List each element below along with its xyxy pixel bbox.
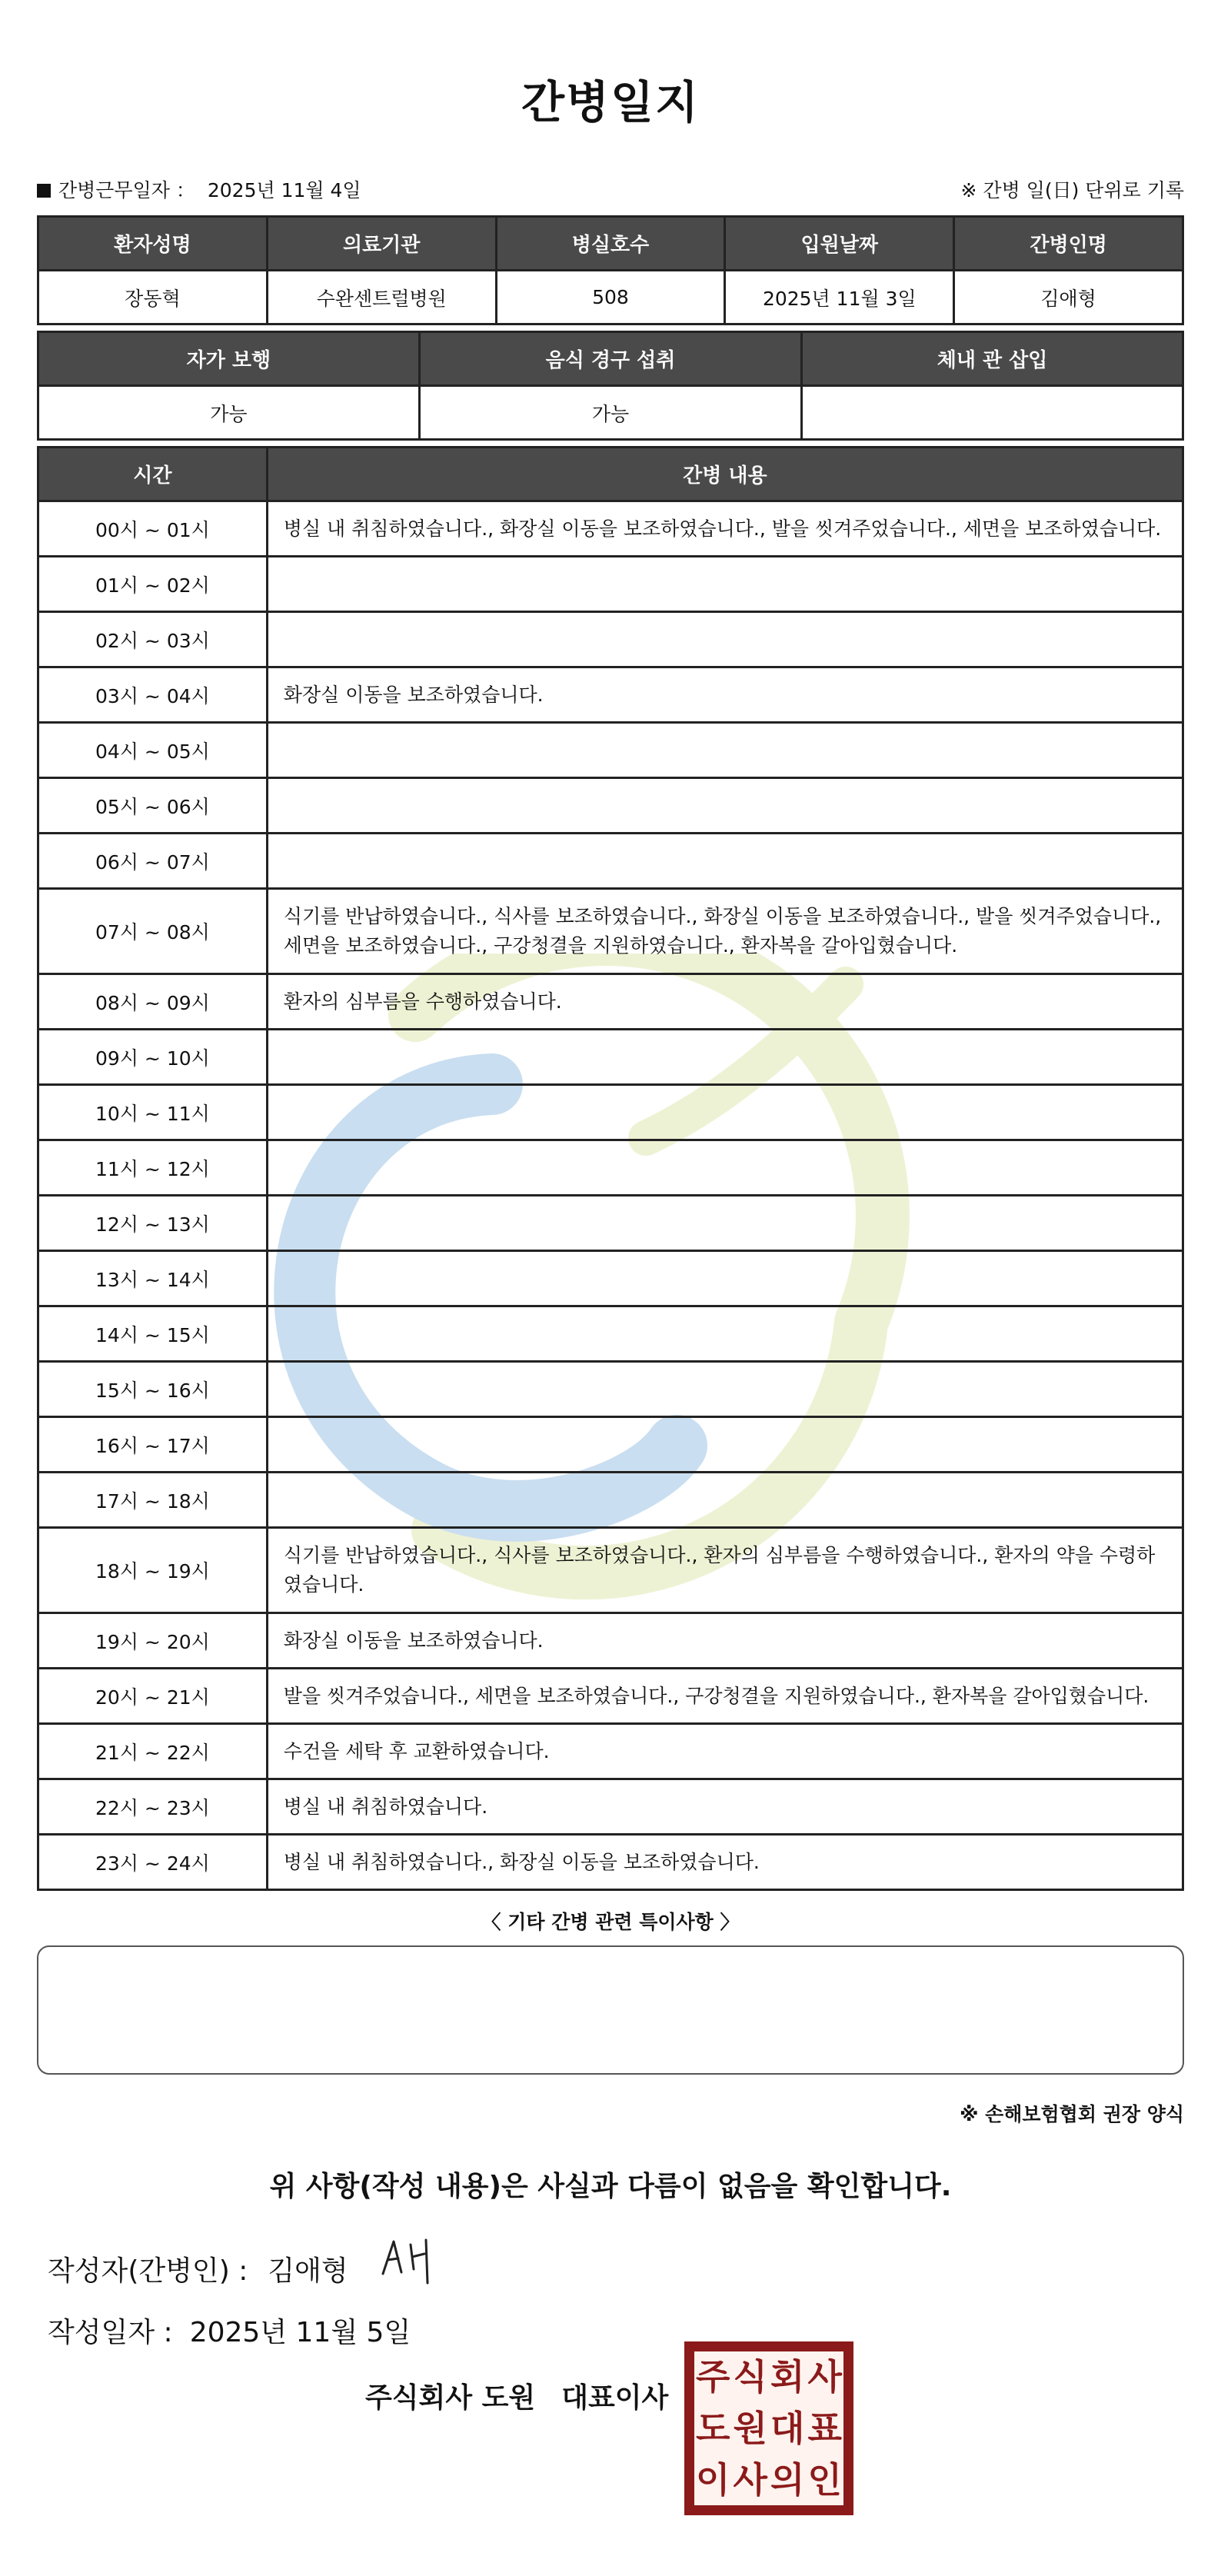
work-date <box>37 175 361 203</box>
page-title: 간병일지 <box>521 76 700 128</box>
seal-char: 도 <box>696 2407 730 2449</box>
content-cell <box>267 1306 1183 1362</box>
content-cell: 환자의 심부름을 수행하였습니다. <box>267 974 1183 1030</box>
written-date-line <box>48 2311 411 2350</box>
table-row <box>38 1835 1183 1890</box>
content-cell: 병실 내 취침하였습니다. <box>267 1779 1183 1835</box>
time-cell: 12시 ~ 13시 <box>38 1196 268 1251</box>
table-row <box>38 1473 1183 1528</box>
table-row <box>38 1779 1183 1835</box>
written-date-label: 작성일자 : <box>48 2317 173 2348</box>
time-cell: 03시 ~ 04시 <box>38 667 268 723</box>
table-row <box>38 974 1183 1030</box>
table-row <box>38 557 1183 612</box>
special-notes-box <box>37 1945 1184 2075</box>
work-date-label: 간병근무일자 ： <box>58 179 195 201</box>
time-cell: 02시 ~ 03시 <box>38 612 268 667</box>
content-cell <box>267 1030 1183 1085</box>
room-number: 508 <box>496 271 725 324</box>
header-hospital: 의료기관 <box>267 217 496 271</box>
content-cell: 발을 씻겨주었습니다., 세면을 보조하였습니다., 구강청결을 지원하였습니다., 환자복을 갈아입혔습니다. <box>267 1669 1183 1724</box>
table-row <box>38 1196 1183 1251</box>
seal-char: 주 <box>696 2356 730 2398</box>
content-cell <box>267 1140 1183 1196</box>
header-caregiver: 간병인명 <box>954 217 1183 271</box>
recommendation-note: ※ 손해보험협회 권장 양식 <box>960 2103 1184 2125</box>
content-cell: 수건을 세탁 후 교환하였습니다. <box>267 1724 1183 1779</box>
seal-char: 회 <box>770 2356 805 2398</box>
time-cell: 10시 ~ 11시 <box>38 1085 268 1140</box>
company-role: 대표이사 <box>561 2382 669 2414</box>
confirmation-statement: 위 사항(작성 내용)은 사실과 다름이 없음을 확인합니다. <box>269 2171 952 2202</box>
seal-char: 인 <box>807 2458 842 2501</box>
writer-line <box>48 2249 348 2288</box>
table-row <box>38 1251 1183 1306</box>
table-row <box>38 1140 1183 1196</box>
self-walking-value: 가능 <box>38 386 420 440</box>
table-row <box>38 723 1183 778</box>
seal-char: 의 <box>770 2458 805 2501</box>
patient-info-table <box>37 215 1184 325</box>
content-cell <box>267 612 1183 667</box>
seal-char: 원 <box>733 2407 767 2449</box>
company-name: 주식회사 도원 <box>365 2382 536 2414</box>
writer-name: 김애형 <box>268 2255 348 2287</box>
content-cell: 병실 내 취침하였습니다., 화장실 이동을 보조하였습니다. <box>267 1835 1183 1890</box>
table-row <box>38 1528 1183 1613</box>
unit-note: ※ 간병 일(日) 단위로 기록 <box>960 179 1184 201</box>
time-cell: 13시 ~ 14시 <box>38 1251 268 1306</box>
time-cell: 15시 ~ 16시 <box>38 1362 268 1417</box>
header-oral-intake: 음식 경구 섭취 <box>419 332 801 386</box>
time-cell: 11시 ~ 12시 <box>38 1140 268 1196</box>
content-cell <box>267 557 1183 612</box>
company-line <box>365 2376 668 2415</box>
table-row <box>38 1306 1183 1362</box>
time-cell: 18시 ~ 19시 <box>38 1528 268 1613</box>
time-cell: 00시 ~ 01시 <box>38 501 268 557</box>
content-cell <box>267 834 1183 889</box>
patient-status-table <box>37 331 1184 441</box>
table-row <box>38 1030 1183 1085</box>
seal-char: 이 <box>696 2458 730 2501</box>
content-cell <box>267 1196 1183 1251</box>
patient-name: 장동혁 <box>38 271 268 324</box>
hospital-name: 수완센트럴병원 <box>267 271 496 324</box>
time-cell: 14시 ~ 15시 <box>38 1306 268 1362</box>
time-cell: 01시 ~ 02시 <box>38 557 268 612</box>
work-date-value: 2025년 11월 4일 <box>207 179 361 201</box>
seal-char: 사 <box>733 2458 767 2501</box>
time-cell: 08시 ~ 09시 <box>38 974 268 1030</box>
content-cell: 병실 내 취침하였습니다., 화장실 이동을 보조하였습니다., 발을 씻겨주었습니다., 세면을 보조하였습니다. <box>267 501 1183 557</box>
table-row <box>38 1669 1183 1724</box>
time-cell: 09시 ~ 10시 <box>38 1030 268 1085</box>
content-cell <box>267 723 1183 778</box>
company-seal <box>684 2341 853 2515</box>
table-row <box>38 612 1183 667</box>
admission-date: 2025년 11월 3일 <box>725 271 954 324</box>
time-cell: 19시 ~ 20시 <box>38 1613 268 1669</box>
special-notes-title: 〈 기타 간병 관련 특이사항 〉 <box>481 1911 740 1933</box>
meta-row <box>37 172 1184 206</box>
content-cell: 식기를 반납하였습니다., 식사를 보조하였습니다., 화장실 이동을 보조하였습니다., 발을 씻겨주었습니다., 세면을 보조하였습니다., 구강청결을 지원하였습니다., 환자복을 갈아입혔습니다. <box>267 889 1183 974</box>
table-row <box>38 778 1183 834</box>
written-date-value: 2025년 11월 5일 <box>189 2317 411 2348</box>
time-cell: 06시 ~ 07시 <box>38 834 268 889</box>
time-cell: 21시 ~ 22시 <box>38 1724 268 1779</box>
time-cell: 07시 ~ 08시 <box>38 889 268 974</box>
care-log-table <box>37 446 1184 1891</box>
content-cell <box>267 1251 1183 1306</box>
seal-char: 표 <box>807 2407 842 2449</box>
header-room: 병실호수 <box>496 217 725 271</box>
content-cell: 화장실 이동을 보조하였습니다. <box>267 667 1183 723</box>
table-row <box>38 1724 1183 1779</box>
seal-char: 대 <box>770 2407 805 2449</box>
seal-char: 식 <box>733 2356 767 2398</box>
seal-grid <box>692 2349 846 2508</box>
content-cell <box>267 1417 1183 1473</box>
time-cell: 22시 ~ 23시 <box>38 1779 268 1835</box>
time-cell: 05시 ~ 06시 <box>38 778 268 834</box>
caregiver-name: 김애형 <box>954 271 1183 324</box>
table-row <box>38 1362 1183 1417</box>
table-row <box>38 667 1183 723</box>
header-admission-date: 입원날짜 <box>725 217 954 271</box>
table-row <box>38 834 1183 889</box>
time-cell: 23시 ~ 24시 <box>38 1835 268 1890</box>
table-row <box>38 889 1183 974</box>
content-cell <box>267 1085 1183 1140</box>
seal-char: 사 <box>807 2356 842 2398</box>
content-cell: 화장실 이동을 보조하였습니다. <box>267 1613 1183 1669</box>
signature <box>377 2234 446 2288</box>
content-cell <box>267 778 1183 834</box>
content-cell <box>267 1473 1183 1528</box>
header-care-content: 간병 내용 <box>267 448 1183 501</box>
time-cell: 20시 ~ 21시 <box>38 1669 268 1724</box>
header-self-walking: 자가 보행 <box>38 332 420 386</box>
header-tube-insertion: 체내 관 삽입 <box>802 332 1183 386</box>
square-bullet-icon <box>37 184 51 198</box>
table-row <box>38 1417 1183 1473</box>
tube-insertion-value <box>802 386 1183 440</box>
time-cell: 16시 ~ 17시 <box>38 1417 268 1473</box>
content-cell: 식기를 반납하였습니다., 식사를 보조하였습니다., 환자의 심부름을 수행하였습니다., 환자의 약을 수령하였습니다. <box>267 1528 1183 1613</box>
oral-intake-value: 가능 <box>419 386 801 440</box>
header-time: 시간 <box>38 448 268 501</box>
time-cell: 04시 ~ 05시 <box>38 723 268 778</box>
header-patient-name: 환자성명 <box>38 217 268 271</box>
table-row <box>38 1613 1183 1669</box>
table-row <box>38 501 1183 557</box>
time-cell: 17시 ~ 18시 <box>38 1473 268 1528</box>
table-row <box>38 1085 1183 1140</box>
content-cell <box>267 1362 1183 1417</box>
writer-label: 작성자(간병인) : <box>48 2255 248 2287</box>
